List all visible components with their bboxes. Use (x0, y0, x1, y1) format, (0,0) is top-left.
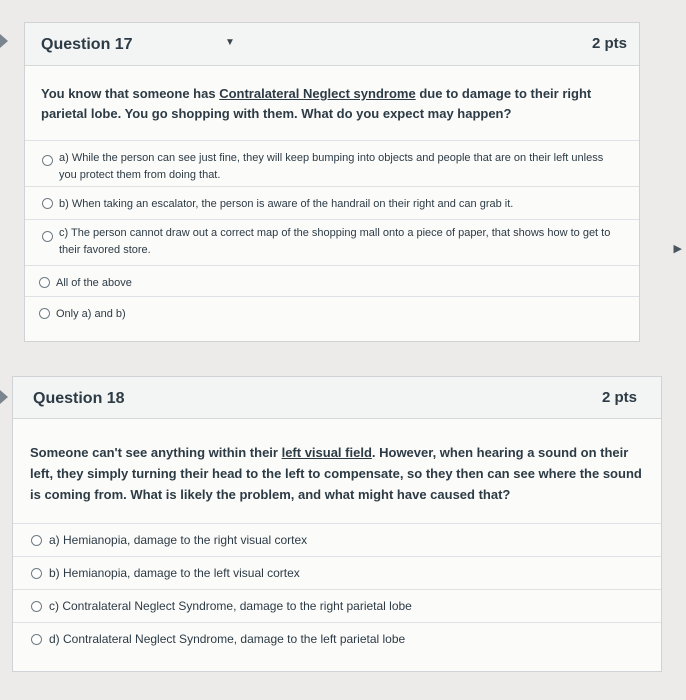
radio-button[interactable] (31, 601, 42, 612)
question-17-answer[interactable]: All of the above (25, 265, 639, 297)
question-17-prompt: You know that someone has Contralateral Neglect syndrome due to damage to their right parietal lobe. You go shopping with them. What do you expect may happen? (41, 86, 592, 121)
radio-button[interactable] (31, 634, 42, 645)
question-18-card (12, 376, 662, 672)
question-18-tab (0, 390, 8, 404)
question-17-header (25, 23, 639, 66)
radio-button[interactable] (39, 277, 50, 288)
question-18-answer[interactable]: a) Hemianopia, damage to the right visual cortex (13, 523, 661, 557)
question-18-title: Question 18 (33, 390, 125, 407)
radio-button[interactable] (31, 568, 42, 579)
question-18-answer[interactable]: d) Contralateral Neglect Syndrome, damage to the left parietal lobe (13, 622, 661, 657)
question-17-card (24, 22, 640, 342)
question-17-answer[interactable]: b) When taking an escalator, the person is aware of the handrail on their right and can grab it. (25, 186, 639, 220)
question-17-answer[interactable]: Only a) and b) (25, 296, 639, 329)
question-18-header (13, 377, 661, 419)
question-17-answer[interactable]: a) While the person can see just fine, they will keep bumping into objects and people that are on their left unless you protect them from doing that. (25, 140, 639, 187)
question-17-answer[interactable]: c) The person cannot draw out a correct map of the shopping mall onto a piece of paper, that shows how to get to their favored store. (25, 219, 639, 266)
radio-button[interactable] (42, 231, 53, 242)
question-17-points: 2 pts (591, 35, 627, 52)
radio-button[interactable] (39, 308, 50, 319)
radio-button[interactable] (31, 535, 42, 546)
flag-icon: ▶ (673, 243, 682, 255)
radio-button[interactable] (42, 198, 53, 209)
pin-icon[interactable]: ▼ (225, 37, 235, 48)
question-18-answer[interactable]: b) Hemianopia, damage to the left visual cortex (13, 556, 661, 590)
question-17-title: Question 17 (41, 36, 133, 53)
question-18-answer[interactable]: c) Contralateral Neglect Syndrome, damage to the right parietal lobe (13, 589, 661, 623)
question-18-points: 2 pts (601, 389, 637, 406)
radio-button[interactable] (42, 155, 53, 166)
question-18-link[interactable]: left visual field (281, 445, 372, 460)
question-17-tab (0, 34, 8, 48)
question-17-link[interactable]: Contralateral Neglect syndrome (219, 86, 416, 101)
question-18-prompt: Someone can't see anything within their left visual field. However, when hearing a sound on their left, they simply turning their head to the left to compensate, so they then can see where the sound is coming from. What is likely the problem, and what might have caused that? (30, 445, 642, 502)
